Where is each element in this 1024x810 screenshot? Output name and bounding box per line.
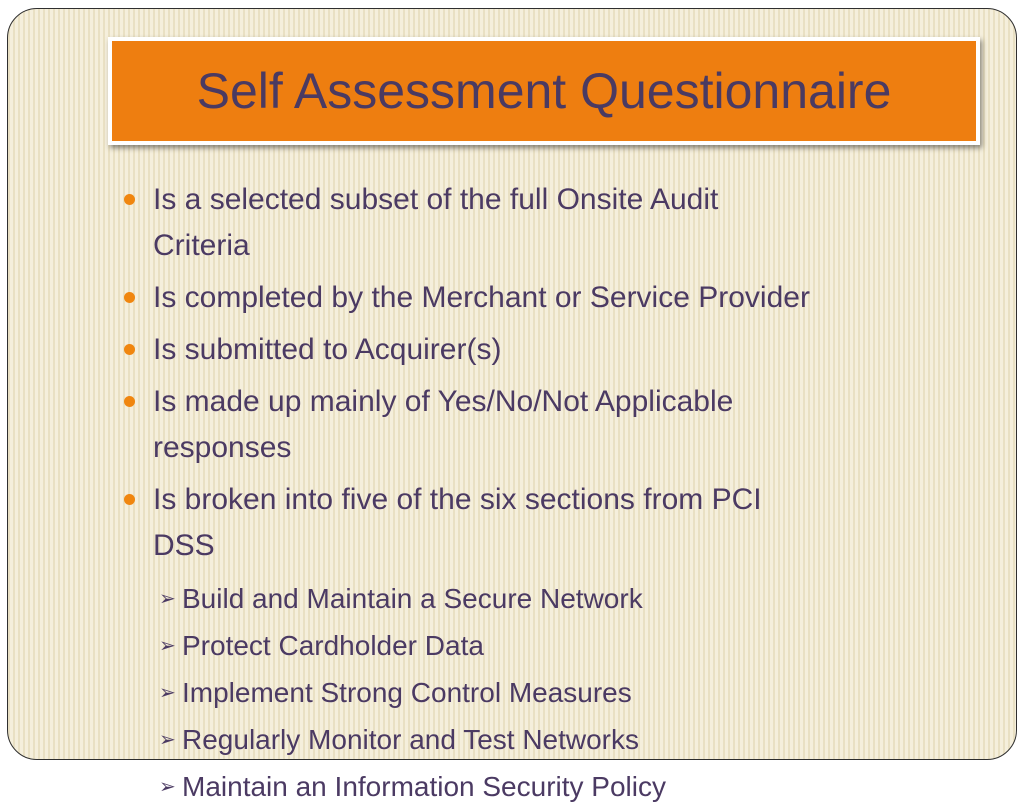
sub-bullet-item <box>118 622 1018 669</box>
bullet-dot-icon <box>124 494 135 505</box>
bullet-dot-icon <box>124 344 135 355</box>
bullet-text: Is made up mainly of Yes/No/Not Applicable <box>153 385 734 418</box>
bullet-text: responses <box>153 431 292 464</box>
bullet-dot-icon <box>124 194 135 205</box>
sub-bullet-text: Protect Cardholder Data <box>182 630 484 661</box>
bullet-text: Is broken into five of the six sections from PCI <box>153 483 762 516</box>
slide-frame <box>7 8 1017 802</box>
sub-bullet-text: Regularly Monitor and Test Networks <box>182 724 640 755</box>
bullet-text: Is submitted to Acquirer(s) <box>153 333 502 366</box>
bullet-item <box>118 477 1018 569</box>
bullet-dot-icon <box>124 292 135 303</box>
bullet-text: Is completed by the Merchant or Service Provider <box>153 281 810 314</box>
sub-bullet-item <box>118 763 1018 810</box>
sub-bullet-text: Build and Maintain a Secure Network <box>182 583 643 614</box>
bullet-item <box>118 327 1018 373</box>
bullet-dot-icon <box>124 396 135 407</box>
bullet-text: Is a selected subset of the full Onsite Audit <box>153 183 719 216</box>
bullet-item <box>118 379 1018 471</box>
arrow-right-icon: ➢ <box>159 774 176 798</box>
arrow-right-icon: ➢ <box>159 586 176 610</box>
sub-bullet-text: Maintain an Information Security Policy <box>182 771 666 802</box>
bullet-item <box>118 275 1018 321</box>
sub-bullet-item <box>118 716 1018 763</box>
arrow-right-icon: ➢ <box>159 680 176 704</box>
bullet-item <box>118 177 1018 269</box>
bullet-text: DSS <box>153 529 215 562</box>
bullet-list <box>118 177 1018 810</box>
title-banner <box>108 37 980 145</box>
sub-bullet-item <box>118 575 1018 622</box>
arrow-right-icon: ➢ <box>159 633 176 657</box>
bullet-text: Criteria <box>153 229 250 262</box>
sub-bullet-item <box>118 669 1018 716</box>
slide-title: Self Assessment Questionnaire <box>196 63 892 119</box>
sub-bullet-text: Implement Strong Control Measures <box>182 677 632 708</box>
arrow-right-icon: ➢ <box>159 727 176 751</box>
